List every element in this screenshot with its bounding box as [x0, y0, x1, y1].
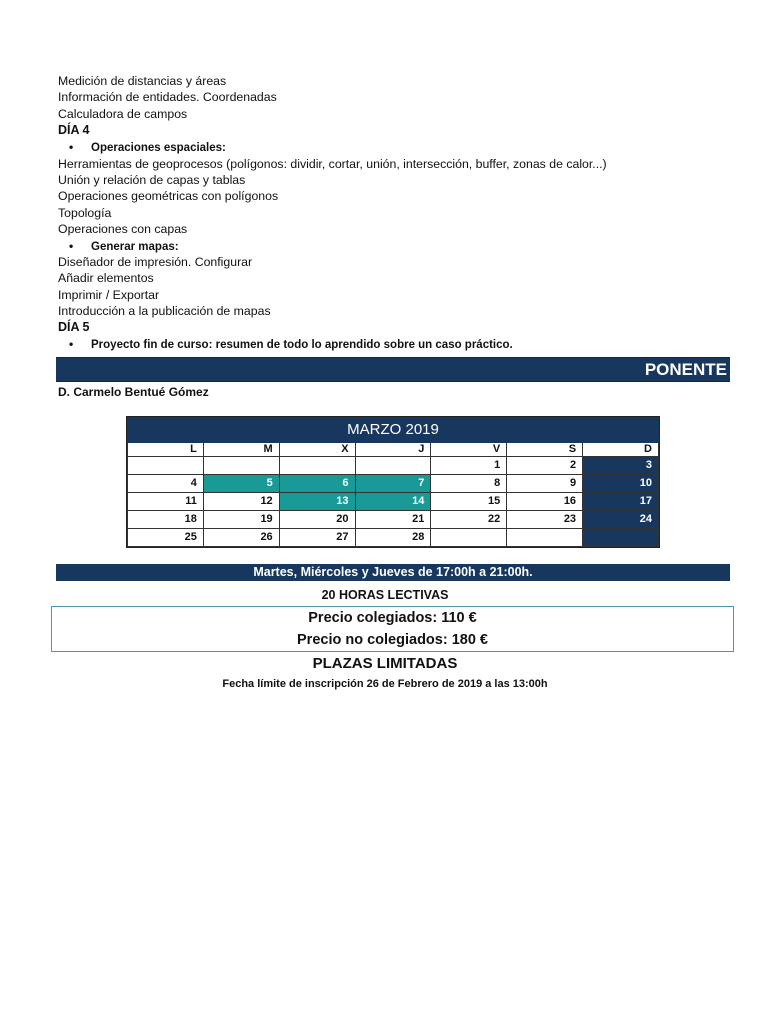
weekday-label: L [128, 443, 204, 457]
calendar-day: 19 [203, 511, 279, 529]
weekday-label: J [355, 443, 431, 457]
calendar-day: 20 [279, 511, 355, 529]
calendar-day: 16 [507, 493, 583, 511]
weekday-label: X [279, 443, 355, 457]
calendar-day: 18 [128, 511, 204, 529]
calendar-day: 27 [279, 529, 355, 547]
program-item: Topología [58, 205, 112, 220]
calendar-day: 5 [203, 475, 279, 493]
bullet-spatial-operations [58, 139, 730, 155]
bullet-final-project [58, 336, 730, 352]
weekday-label: M [203, 443, 279, 457]
ponente-header-bar [56, 357, 730, 382]
calendar-day [128, 457, 204, 475]
bullet-generate-maps [58, 238, 730, 254]
calendar-day: 28 [355, 529, 431, 547]
calendar-day: 24 [583, 511, 659, 529]
calendar-day [583, 529, 659, 547]
weekday-label: V [431, 443, 507, 457]
program-item: Diseñador de impresión. Configurar [58, 254, 253, 269]
calendar-day: 14 [355, 493, 431, 511]
calendar-day [279, 457, 355, 475]
day-4-heading: DÍA 4 [58, 123, 90, 138]
program-item: Imprimir / Exportar [58, 287, 160, 302]
calendar-day [507, 529, 583, 547]
schedule-bar: Martes, Miércoles y Jueves de 17:00h a 21:00h. [56, 564, 730, 581]
price-members: Precio colegiados: 110 € [308, 610, 477, 626]
program-item: Añadir elementos [58, 271, 154, 286]
bullet-label: Operaciones espaciales: [91, 142, 226, 155]
calendar-day: 10 [583, 475, 659, 493]
bullet-label: Generar mapas: [91, 240, 179, 253]
week-row [128, 493, 659, 511]
calendar-day: 11 [128, 493, 204, 511]
calendar-day: 26 [203, 529, 279, 547]
calendar-day: 6 [279, 475, 355, 493]
bullet-dot-icon: • [69, 140, 74, 155]
program-item: Información de entidades. Coordenadas [58, 90, 277, 105]
program-item: Herramientas de geoprocesos (polígonos: dividir, cortar, unión, intersección, buffer, zonas de calor...) [58, 156, 607, 171]
weekday-row [128, 443, 659, 457]
week-row [128, 457, 659, 475]
program-item: Introducción a la publicación de mapas [58, 304, 271, 319]
calendar-day: 9 [507, 475, 583, 493]
program-item: Operaciones con capas [58, 222, 188, 237]
calendar-day: 8 [431, 475, 507, 493]
calendar-day: 3 [583, 457, 659, 475]
calendar-day: 22 [431, 511, 507, 529]
calendar-day: 12 [203, 493, 279, 511]
price-box [51, 606, 734, 652]
calendar-day: 4 [128, 475, 204, 493]
week-row [128, 529, 659, 547]
weekday-label: D [583, 443, 659, 457]
price-non-members: Precio no colegiados: 180 € [297, 632, 488, 648]
march-calendar [126, 416, 660, 548]
calendar-grid [127, 443, 659, 547]
bullet-dot-icon: • [69, 238, 74, 253]
bullet-dot-icon: • [69, 337, 74, 352]
calendar-day [355, 457, 431, 475]
program-item: Calculadora de campos [58, 106, 188, 121]
course-program [58, 73, 730, 353]
calendar-day: 1 [431, 457, 507, 475]
calendar-day: 13 [279, 493, 355, 511]
calendar-day: 23 [507, 511, 583, 529]
calendar-day [203, 457, 279, 475]
calendar-day: 7 [355, 475, 431, 493]
week-row [128, 475, 659, 493]
limited-places: PLAZAS LIMITADAS [312, 655, 458, 672]
speaker-name: D. Carmelo Bentué Gómez [58, 385, 209, 399]
teaching-hours: 20 HORAS LECTIVAS [321, 588, 449, 602]
weekday-label: S [507, 443, 583, 457]
calendar-title: MARZO 2019 [127, 417, 659, 443]
calendar-day: 2 [507, 457, 583, 475]
registration-deadline: Fecha límite de inscripción 26 de Febrero de 2019 a las 13:00h [222, 678, 548, 690]
calendar-day: 25 [128, 529, 204, 547]
day-5-heading: DÍA 5 [58, 320, 90, 335]
program-item: Medición de distancias y áreas [58, 74, 227, 88]
calendar-day: 17 [583, 493, 659, 511]
week-row [128, 511, 659, 529]
bullet-label: Proyecto fin de curso: resumen de todo lo aprendido sobre un caso práctico. [91, 339, 513, 352]
calendar-day: 15 [431, 493, 507, 511]
program-item: Unión y relación de capas y tablas [58, 172, 246, 187]
calendar-day [431, 529, 507, 547]
ponente-heading: PONENTE [644, 360, 727, 379]
program-item: Operaciones geométricas con polígonos [58, 189, 279, 204]
calendar-day: 21 [355, 511, 431, 529]
